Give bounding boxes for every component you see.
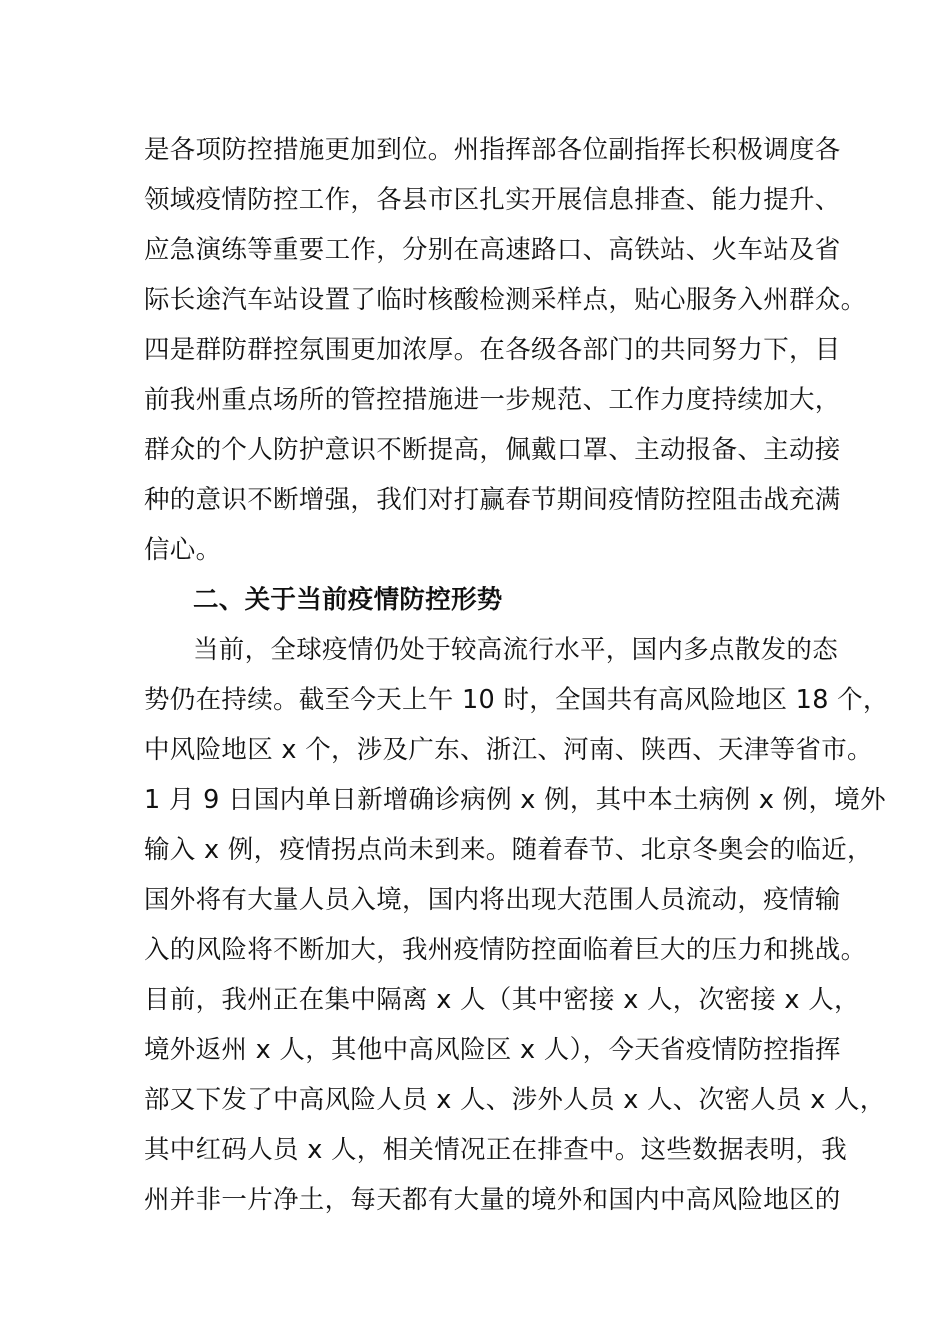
paragraph-line: 当前，全球疫情仍处于较高流行水平，国内多点散发的态 xyxy=(193,635,839,665)
section-heading: 二、关于当前疫情防控形势 xyxy=(193,585,503,615)
paragraph-line: 四是群防群控氛围更加浓厚。在各级各部门的共同努力下，目 xyxy=(144,335,841,365)
paragraph-line: 领域疫情防控工作，各县市区扎实开展信息排查、能力提升、 xyxy=(144,185,841,215)
paragraph-line: 际长途汽车站设置了临时核酸检测采样点，贴心服务入州群众。 xyxy=(144,285,867,315)
paragraph-line: 信心。 xyxy=(144,535,222,565)
paragraph-line: 种的意识不断增强，我们对打赢春节期间疫情防控阻击战充满 xyxy=(144,485,841,515)
paragraph-line: 国外将有大量人员入境，国内将出现大范围人员流动，疫情输 xyxy=(144,885,841,915)
paragraph-line: 势仍在持续。截至今天上午 10 时，全国共有高风险地区 18 个， xyxy=(144,685,889,715)
paragraph-line: 境外返州 x 人，其他中高风险区 x 人），今天省疫情防控指挥 xyxy=(144,1035,841,1065)
paragraph-line: 中风险地区 x 个，涉及广东、浙江、河南、陕西、天津等省市。 xyxy=(144,735,873,765)
paragraph-line: 前我州重点场所的管控措施进一步规范、工作力度持续加大， xyxy=(144,385,841,415)
paragraph-line: 应急演练等重要工作，分别在高速路口、高铁站、火车站及省 xyxy=(144,235,841,265)
paragraph-line: 州并非一片净土，每天都有大量的境外和国内中高风险地区的 xyxy=(144,1185,841,1215)
paragraph-line: 输入 x 例，疫情拐点尚未到来。随着春节、北京冬奥会的临近， xyxy=(144,835,873,865)
paragraph-line: 目前，我州正在集中隔离 x 人（其中密接 x 人，次密接 x 人， xyxy=(144,985,860,1015)
paragraph-line: 入的风险将不断加大，我州疫情防控面临着巨大的压力和挑战。 xyxy=(144,935,867,965)
paragraph-line: 群众的个人防护意识不断提高，佩戴口罩、主动报备、主动接 xyxy=(144,435,841,465)
paragraph-line: 1 月 9 日国内单日新增确诊病例 x 例，其中本土病例 x 例，境外 xyxy=(144,785,886,815)
paragraph-line: 是各项防控措施更加到位。州指挥部各位副指挥长积极调度各 xyxy=(144,135,841,165)
paragraph-line: 部又下发了中高风险人员 x 人、涉外人员 x 人、次密人员 x 人， xyxy=(144,1085,886,1115)
paragraph-line: 其中红码人员 x 人，相关情况正在排查中。这些数据表明，我 xyxy=(144,1135,848,1165)
